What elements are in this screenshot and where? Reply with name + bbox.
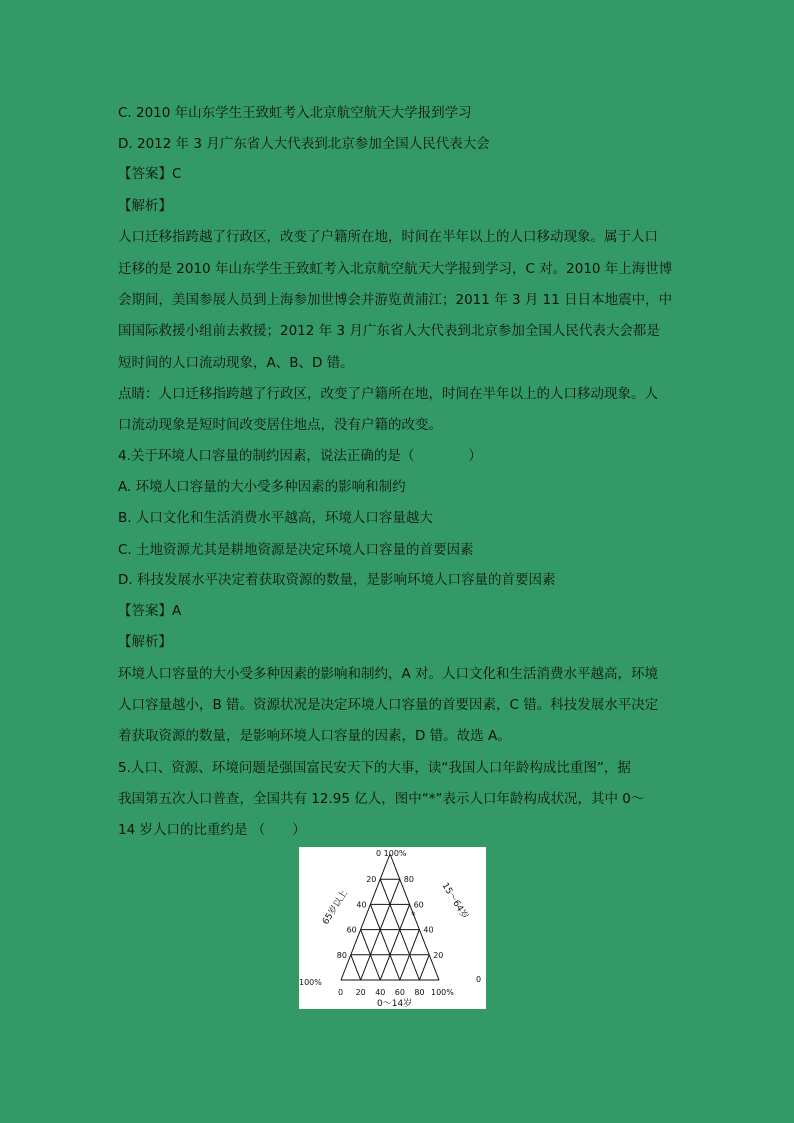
right-tick-label: 80: [403, 875, 414, 885]
age-structure-figure: [299, 847, 486, 1009]
text-line: 环境人口容量的大小受多种因素的影响和制约，A 对。人口文化和生活消费水平越高，环境: [118, 666, 659, 682]
marker-star: *: [411, 911, 416, 921]
triangle-edge: [341, 854, 390, 980]
left-tick-label: 20: [366, 875, 377, 885]
right-tick-label: 60: [413, 900, 424, 910]
text-line: 人口迁移指跨越了行政区，改变了户籍所在地，时间在半年以上的人口移动现象。属于人口: [118, 229, 658, 245]
text-line: B. 人口文化和生活消费水平越高，环境人口容量越大: [118, 510, 433, 526]
text-line: C. 土地资源尤其是耕地资源是决定环境人口容量的首要因素: [118, 542, 474, 558]
bottom-tick-label: 20: [355, 988, 366, 997]
bottom-tick-label: 60: [394, 988, 405, 997]
text-line: 人口容量越小，B 错。资源状况是决定环境人口容量的首要因素，C 错。科技发展水平决定: [118, 697, 659, 713]
text-line: 14 岁人口的比重约是 （ ）: [118, 822, 306, 838]
bottom-tick-label: 80: [414, 988, 425, 997]
right-tick-label: 40: [423, 925, 434, 935]
right-tick-label: 20: [433, 950, 444, 960]
text-line: 【答案】A: [118, 603, 182, 619]
text-line: A. 环境人口容量的大小受多种因素的影响和制约: [118, 479, 406, 495]
text-line: 国国际救援小组前去救援；2012 年 3 月广东省人大代表到北京参加全国人民代表大会都是: [118, 323, 660, 339]
text-line: 5.人口、资源、环境问题是强国富民安天下的大事，读“我国人口年龄构成比重图”，据: [118, 760, 631, 776]
text-line: 着获取资源的数量，是影响环境人口容量的因素，D 错。故选 A。: [118, 728, 511, 744]
right-corner-label: 0: [476, 975, 482, 984]
grid-line: [419, 955, 429, 980]
right-axis-title: 15～64岁: [439, 881, 470, 922]
bottom-tick-label: 40: [375, 988, 386, 997]
text-line: D. 2012 年 3 月广东省人大代表到北京参加全国人民代表大会: [118, 136, 490, 152]
bottom-tick-label: 0: [338, 988, 344, 997]
text-line: 【解析】: [118, 198, 172, 214]
text-line: 会期间，美国参展人员到上海参加世博会并游览黄浦江；2011 年 3 月 11 日日本地震中，中: [118, 292, 673, 308]
left-corner-label: 100%: [299, 978, 322, 987]
text-line: 我国第五次人口普查，全国共有 12.95 亿人，图中“*”表示人口年龄构成状况，其中 0～: [118, 791, 645, 807]
text-line: 【答案】C: [118, 166, 182, 182]
text-line: 迁移的是 2010 年山东学生王致虹考入北京航空航天大学报到学习，C 对。2010 年上海世博: [118, 261, 673, 277]
bottom-tick-label: 100%: [431, 988, 454, 997]
left-tick-label: 40: [356, 900, 367, 910]
text-line: 4.关于环境人口容量的制约因素，说法正确的是（ ）: [118, 448, 482, 464]
left-tick-label: 60: [346, 925, 357, 935]
text-line: 点睛：人口迁移指跨越了行政区，改变了户籍所在地，时间在半年以上的人口移动现象。人: [118, 386, 658, 402]
text-line: C. 2010 年山东学生王致虹考入北京航空航天大学报到学习: [118, 105, 472, 121]
top-label: 0 100%: [376, 849, 407, 858]
text-line: 【解析】: [118, 634, 172, 650]
left-tick-label: 80: [336, 950, 347, 960]
bottom-axis-title: 0～14岁: [377, 999, 413, 1009]
grid-line: [351, 955, 361, 980]
text-line: 口流动现象是短时间改变居住地点，没有户籍的改变。: [118, 417, 442, 433]
triangle-grid: [341, 854, 439, 980]
ternary-diagram: [299, 847, 486, 1009]
text-line: 短时间的人口流动现象，A、B、D 错。: [118, 355, 354, 371]
text-line: D. 科技发展水平决定着获取资源的数量，是影响环境人口容量的首要因素: [118, 572, 556, 588]
left-axis-title: 65岁以上: [321, 888, 350, 927]
